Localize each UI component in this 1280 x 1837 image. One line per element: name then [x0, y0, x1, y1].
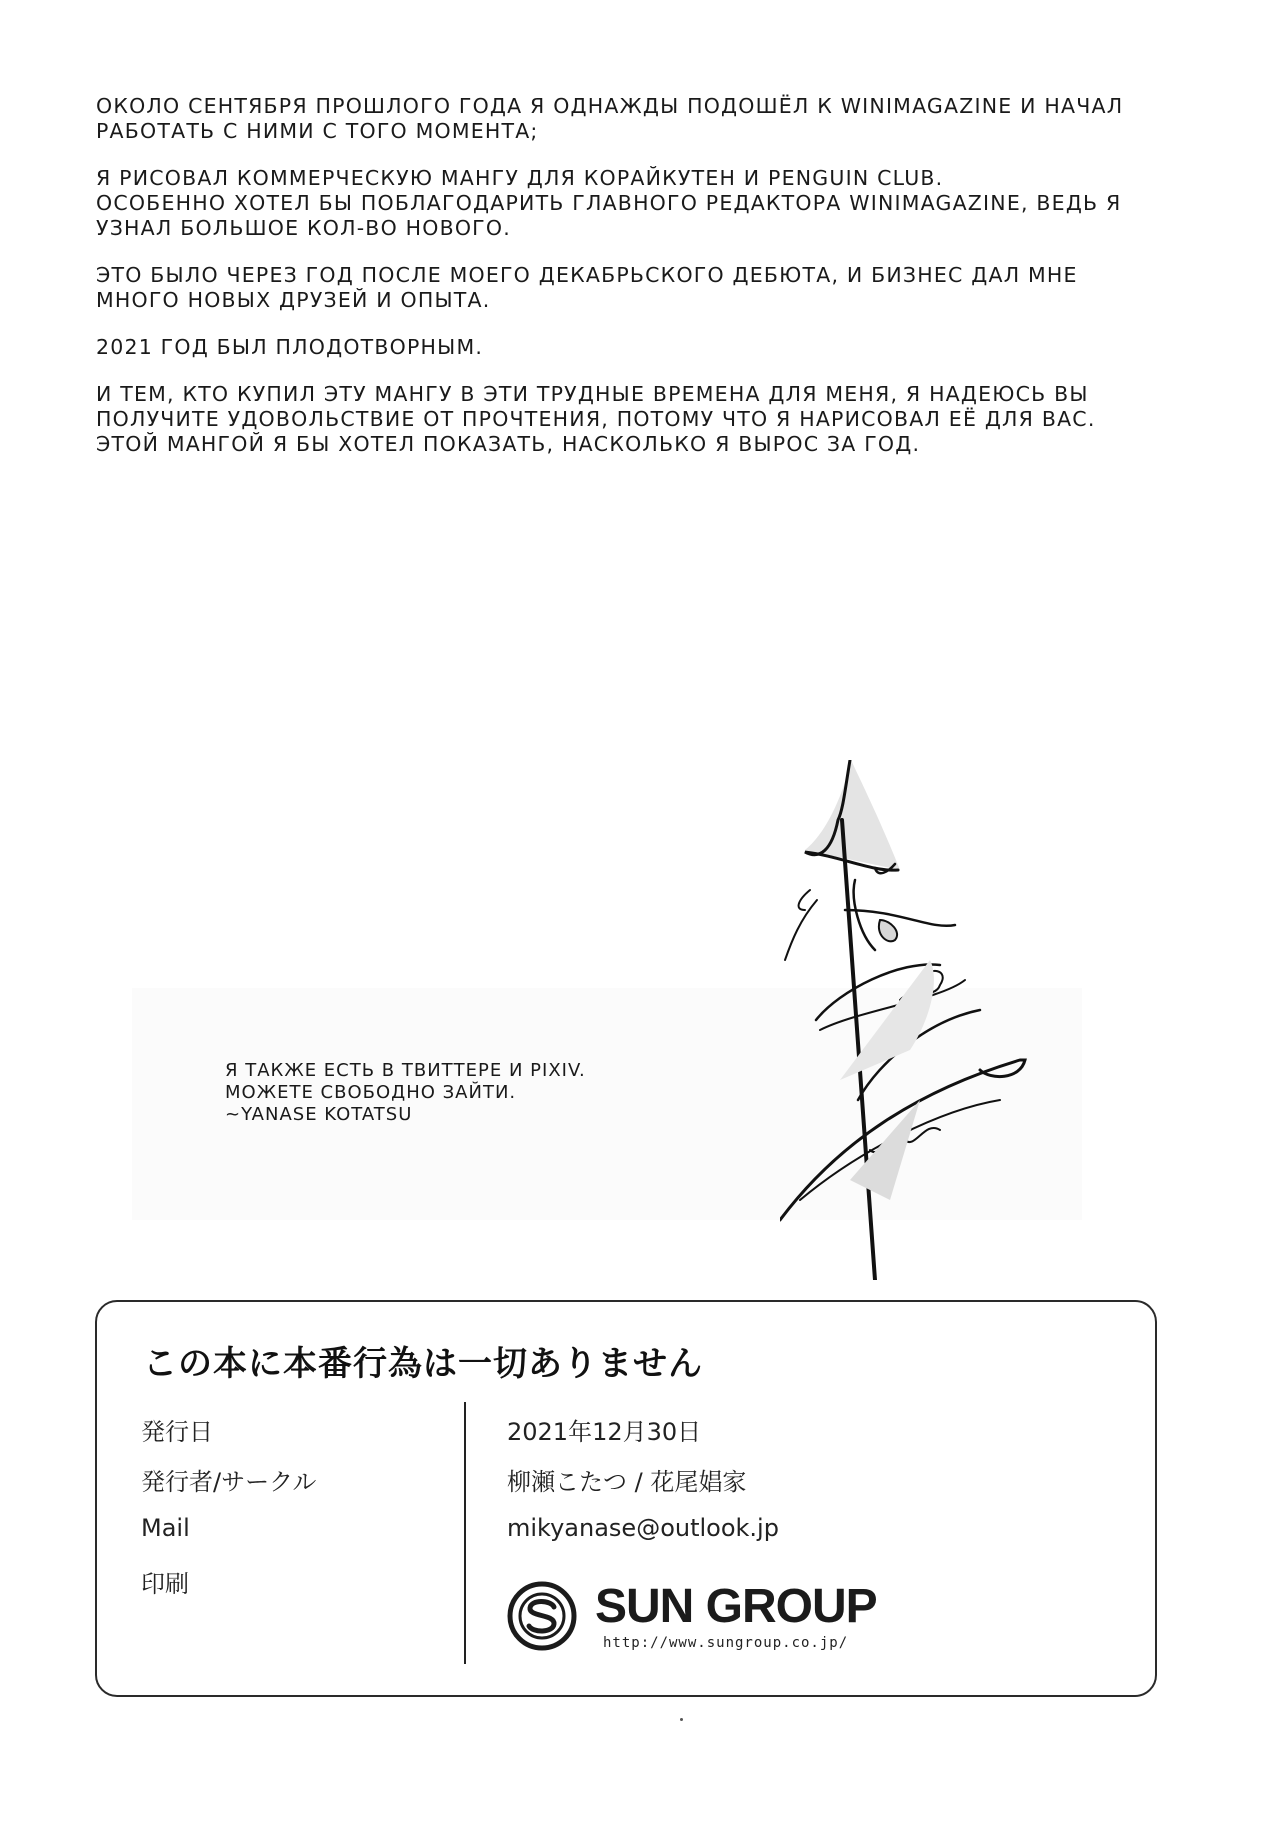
- publish-date-value: 2021年12月30日: [507, 1418, 702, 1446]
- afterword-text: [96, 94, 1166, 479]
- afterword-paragraph-4: [96, 335, 1166, 360]
- colophon-title: この本に本番行為は一切ありません: [143, 1344, 703, 1384]
- afterword-line: 2021 ГОД БЫЛ ПЛОДОТВОРНЫМ.: [96, 335, 484, 359]
- afterword-line: ПОЛУЧИТЕ УДОВОЛЬСТВИЕ ОТ ПРОЧТЕНИЯ, ПОТОМУ ЧТО Я НАРИСОВАЛ ЕЁ ДЛЯ ВАС.: [96, 407, 1096, 431]
- publish-date-label: 発行日: [141, 1418, 213, 1446]
- author-signature: [780, 760, 1030, 1280]
- afterword-line: ОСОБЕННО ХОТЕЛ БЫ ПОБЛАГОДАРИТЬ ГЛАВНОГО РЕДАКТОРА WINIMAGAZINE, ВЕДЬ Я: [96, 191, 1122, 215]
- afterword-line: Я РИСОВАЛ КОММЕРЧЕСКУЮ МАНГУ ДЛЯ КОРАЙКУТЕН И PENGUIN CLUB.: [96, 166, 944, 190]
- publisher-value: 柳瀬こたつ / 花尾娼家: [507, 1468, 747, 1496]
- author-note-line: МОЖЕТЕ СВОБОДНО ЗАЙТИ.: [225, 1082, 517, 1103]
- afterword-line: МНОГО НОВЫХ ДРУЗЕЙ И ОПЫТА.: [96, 288, 491, 312]
- author-note: [225, 1060, 586, 1126]
- printer-name: SUN GROUP: [595, 1580, 877, 1633]
- colophon-box: [95, 1300, 1157, 1697]
- afterword-paragraph-1: [96, 94, 1166, 144]
- printer-label: 印刷: [141, 1570, 189, 1598]
- printer-url: http://www.sungroup.co.jp/: [603, 1635, 849, 1651]
- afterword-line: ЭТОЙ МАНГОЙ Я БЫ ХОТЕЛ ПОКАЗАТЬ, НАСКОЛЬКО Я ВЫРОС ЗА ГОД.: [96, 432, 921, 456]
- afterword-paragraph-5: [96, 382, 1166, 457]
- author-note-signoff: ~YANASE KOTATSU: [225, 1104, 413, 1125]
- author-note-line: Я ТАКЖЕ ЕСТЬ В ТВИТТЕРЕ И PIXIV.: [225, 1060, 586, 1081]
- sun-group-logo-icon: [507, 1581, 577, 1651]
- colophon-divider: [464, 1402, 466, 1664]
- printer-logo: [507, 1573, 907, 1663]
- afterword-line: УЗНАЛ БОЛЬШОЕ КОЛ-ВО НОВОГО.: [96, 216, 511, 240]
- mail-label: Mail: [141, 1514, 190, 1542]
- afterword-line: И ТЕМ, КТО КУПИЛ ЭТУ МАНГУ В ЭТИ ТРУДНЫЕ ВРЕМЕНА ДЛЯ МЕНЯ, Я НАДЕЮСЬ ВЫ: [96, 382, 1089, 406]
- mail-value: mikyanase@outlook.jp: [507, 1514, 779, 1542]
- page-speck: [680, 1718, 683, 1721]
- afterword-line: РАБОТАТЬ С НИМИ С ТОГО МОМЕНТА;: [96, 119, 539, 143]
- publisher-label: 発行者/サークル: [141, 1468, 317, 1496]
- afterword-line: ЭТО БЫЛО ЧЕРЕЗ ГОД ПОСЛЕ МОЕГО ДЕКАБРЬСКОГО ДЕБЮТА, И БИЗНЕС ДАЛ МНЕ: [96, 263, 1078, 287]
- afterword-paragraph-3: [96, 263, 1166, 313]
- afterword-line: ОКОЛО СЕНТЯБРЯ ПРОШЛОГО ГОДА Я ОДНАЖДЫ ПОДОШЁЛ К WINIMAGAZINE И НАЧАЛ: [96, 94, 1124, 118]
- afterword-paragraph-2: [96, 166, 1166, 241]
